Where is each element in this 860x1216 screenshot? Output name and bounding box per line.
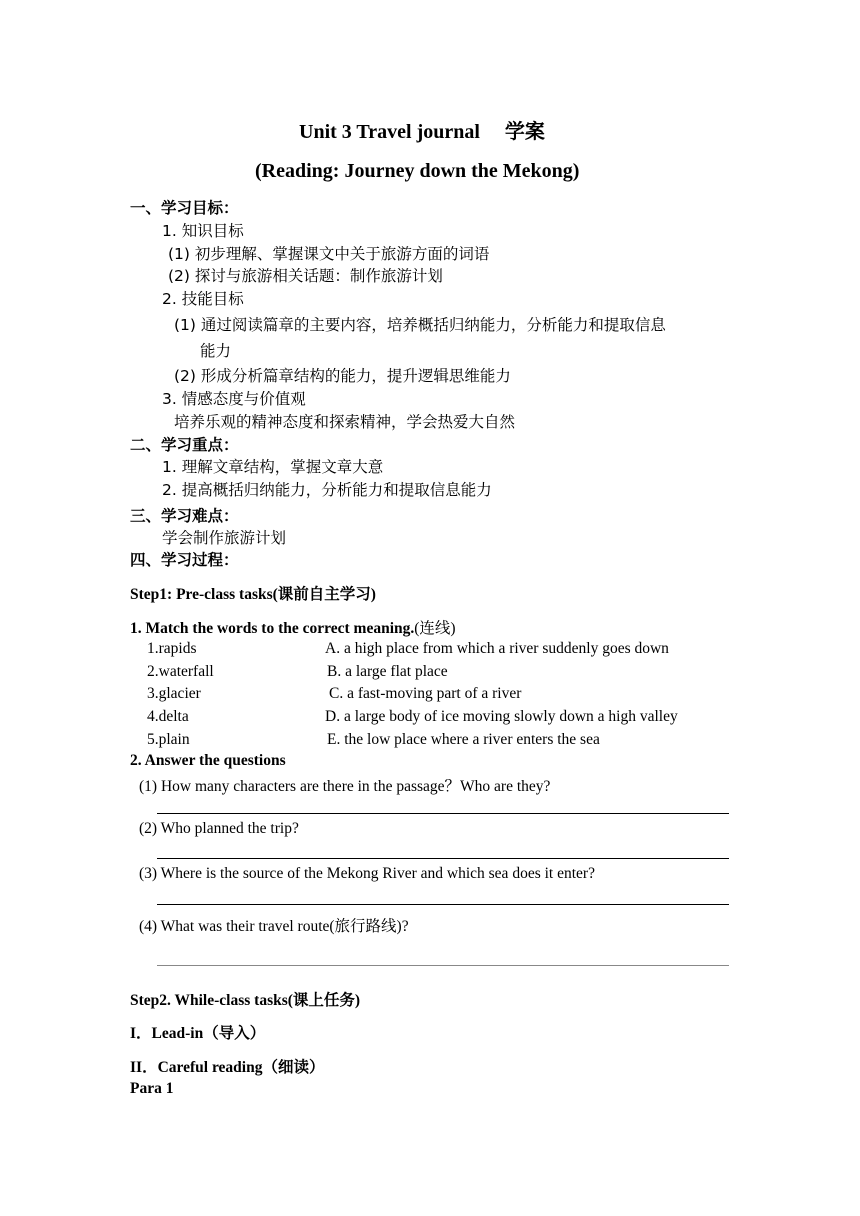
question-2: (2) Who planned the trip? [139,820,299,837]
step2-heading: Step2. While-class tasks(课上任务) [130,992,361,1009]
step1-heading: Step1: Pre-class tasks(课前自主学习) [130,586,376,603]
answer-line-1[interactable] [157,813,729,814]
careful-reading-heading: II．Careful reading（细读） [130,1059,325,1076]
section3-text: 学会制作旅游计划 [162,529,287,547]
section2-item2: 2. 提高概括归纳能力，分析能力和提取信息能力 [162,481,492,499]
section1-item2-b: (2) 形成分析篇章结构的能力，提升逻辑思维能力 [174,367,511,385]
section1-item1: 1. 知识目标 [162,222,244,240]
match-word: 1.rapids [147,640,197,657]
match-meaning: D. a large body of ice moving slowly down a high valley [325,708,678,725]
section1-item2-a: (1) 通过阅读篇章的主要内容，培养概括归纳能力，分析能力和提取信息 [174,316,666,334]
answer-heading: 2. Answer the questions [130,752,286,769]
answer-line-3[interactable] [157,904,729,905]
para-1-heading: Para 1 [130,1080,174,1097]
section4-heading: 四、学习过程： [130,551,239,569]
section2-heading: 二、学习重点： [130,436,239,454]
match-meaning: C. a fast-moving part of a river [329,685,522,702]
section3-heading: 三、学习难点： [130,507,239,525]
section1-item3-text: 培养乐观的精神态度和探索精神，学会热爱大自然 [174,413,516,431]
section1-item2-a-cont: 能力 [200,342,232,360]
question-3: (3) Where is the source of the Mekong River and which sea does it enter? [139,865,595,882]
section1-item3: 3. 情感态度与价值观 [162,390,306,408]
match-heading-bold: 1. Match the words to the correct meaning. [130,620,415,637]
lead-in-heading: I．Lead-in（导入） [130,1025,266,1042]
page-title: Unit 3 Travel journal 学案 [299,121,545,143]
question-1: (1) How many characters are there in the passage？Who are they? [139,778,551,795]
answer-line-2[interactable] [157,858,729,859]
section1-item1-a: (1) 初步理解、掌握课文中关于旅游方面的词语 [168,245,490,263]
match-heading [130,616,456,638]
match-meaning: E. the low place where a river enters the sea [327,731,600,748]
match-word: 2.waterfall [147,663,214,680]
page-subtitle: (Reading: Journey down the Mekong) [255,160,580,182]
match-heading-note: (连线) [414,620,456,637]
section1-item1-b: (2) 探讨与旅游相关话题：制作旅游计划 [168,267,443,285]
match-meaning: B. a large flat place [327,663,448,680]
match-meaning: A. a high place from which a river suddenly goes down [325,640,669,657]
match-word: 4.delta [147,708,189,725]
match-word: 3.glacier [147,685,201,702]
match-word: 5.plain [147,731,190,748]
answer-line-4[interactable] [157,965,729,966]
question-4: (4) What was their travel route(旅行路线)? [139,918,409,935]
section1-item2: 2. 技能目标 [162,290,244,308]
section2-item1: 1. 理解文章结构，掌握文章大意 [162,458,384,476]
section1-heading: 一、学习目标： [130,199,239,217]
